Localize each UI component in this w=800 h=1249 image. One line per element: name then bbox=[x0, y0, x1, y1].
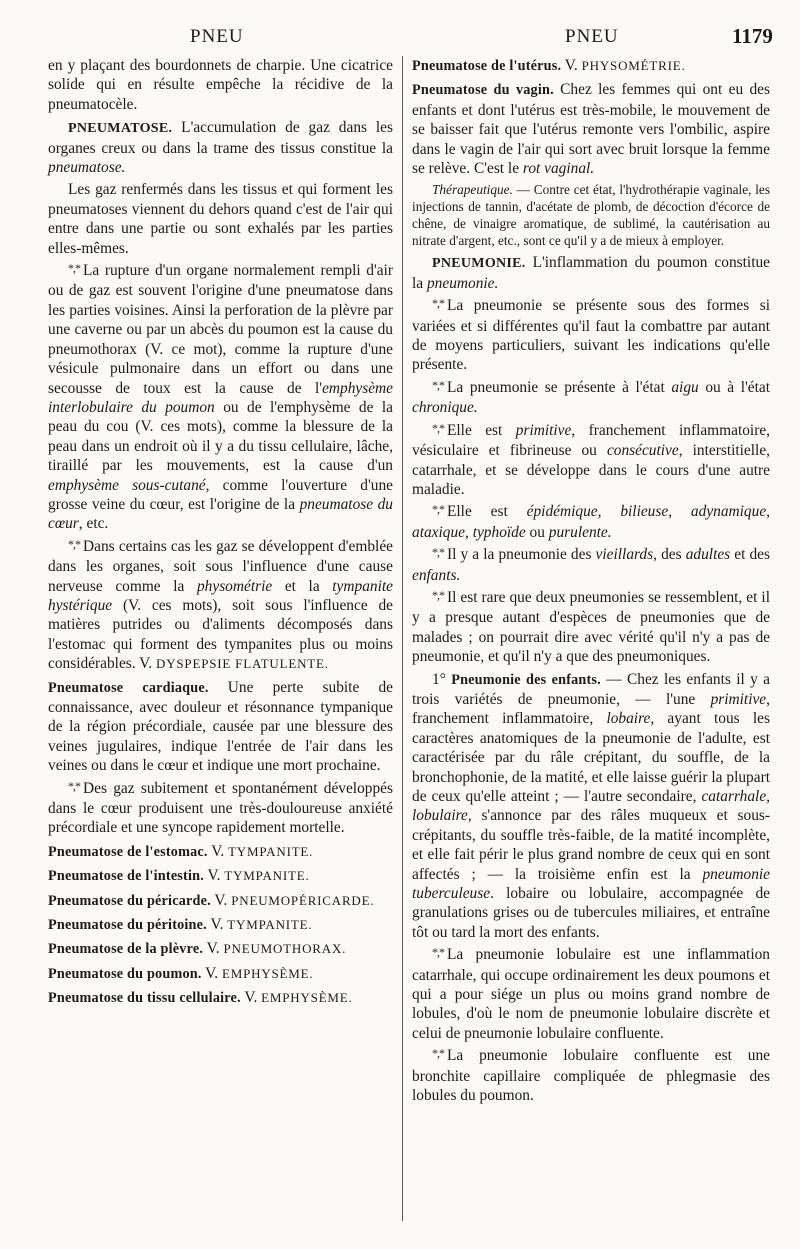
cross-reference: PNEUMOPÉRICARDE. bbox=[231, 892, 375, 908]
headword: PNEUMATOSE. bbox=[68, 121, 173, 137]
entry-pneumatose-cardiaque: Pneumatose cardiaque. Une perte subite de connaissance, avec douleur et résonnance tympanique de la région précordiale, causée par une blessure des veines jugulaires, indique l'entrée de l'air dans les veines ou dans le cœur et indique une mort prochaine. bbox=[48, 678, 393, 775]
paragraph: *,* Elle est primitive, franchement inflammatoire, vésiculaire et fibrineuse ou consécutive, interstitielle, catarrhale, et se développe dans le cours d'une autre maladie. bbox=[412, 420, 771, 498]
running-head-left: PNEU bbox=[190, 26, 244, 47]
cross-reference: PHYSOMÉTRIE. bbox=[581, 58, 686, 73]
entry-reference: Pneumatose du péricarde. V. PNEUMOPÉRICARDE. bbox=[48, 891, 375, 909]
entry-reference: Pneumatose de la plèvre. V. PNEUMOTHORAX. bbox=[48, 940, 347, 958]
entry-reference: Pneumatose de l'utérus. V. PHYSOMÉTRIE. bbox=[412, 57, 686, 74]
paragraph: *,* Elle est épidémique, bilieuse, adynamique, ataxique, typhoïde ou purulente. bbox=[412, 502, 771, 541]
page-number: 1179 bbox=[732, 24, 773, 48]
right-column bbox=[412, 56, 770, 1109]
entry-pneumonie: PNEUMONIE. L'inflammation du poumon constitue la pneumonie. bbox=[412, 254, 770, 292]
entry-reference: Pneumatose de l'estomac. V. TYMPANITE. bbox=[48, 842, 314, 860]
paragraph: *,* La pneumonie lobulaire est une inflammation catarrhale, qui occupe ordinairement les deux poumons et qui a pour siége un plus ou moins grand nombre de lobules, d'où le nom de pneumonie lobulaire discrète et celui de pneumonie lobulaire confluente. bbox=[412, 945, 770, 1042]
asterism-icon: *,* bbox=[432, 296, 444, 311]
left-column bbox=[48, 56, 393, 1012]
therapeutics-note: Thérapeutique. — Contre cet état, l'hydrothérapie vaginale, les injections de tannin, d'acétate de plomb, de décoction d'écorce de chêne, de vinaigre aromatique, de sublimé, la cautérisation au nitrate d'argent, etc., sont ce qu'il y a de mieux à employer. bbox=[412, 182, 770, 249]
subheadword: Pneumatose cardiaque. bbox=[48, 679, 209, 696]
cross-reference: EMPHYSÈME. bbox=[222, 965, 314, 981]
cross-reference: TYMPANITE. bbox=[228, 843, 314, 859]
paragraph: Les gaz renfermés dans les tissus et qui forment les pneumatoses viennent du dehors quand c'est de l'air qui entre dans une partie ou sont exhalés par les parties elles-mêmes. bbox=[48, 181, 393, 257]
entry-pneumatose-vagin: Pneumatose du vagin. Chez les femmes qui ont eu des enfants et dont l'utérus est très-mobile, le mouvement de se baisser fait que l'utérus remonte vers l'ombilic, aspire dans le vagin de l'air qui sort avec bruit lorsque la femme se relève. C'est le rot vaginal. bbox=[412, 81, 770, 178]
paragraph: *,* La pneumonie se présente à l'état aigu ou à l'état chronique. bbox=[412, 377, 770, 417]
asterism-icon: *,* bbox=[432, 545, 444, 560]
asterism-icon: *,* bbox=[432, 420, 444, 435]
paragraph: *,* Il est rare que deux pneumonies se ressemblent, et il y a presque autant d'espèces de pneumonies que de malades ; on pourrait dire avec vérité qu'il n'y a pas de pneumonie, et qu'il n'y a que des pneumoniques. bbox=[412, 587, 770, 666]
paragraph: en y plaçant des bourdonnets de charpie. Une cicatrice solide qui en résulte empêche la récidive de la pneumatocèle. bbox=[48, 57, 393, 113]
cross-reference: TYMPANITE. bbox=[227, 917, 313, 933]
asterism-icon: *,* bbox=[432, 1046, 444, 1061]
paragraph: *,* La pneumonie se présente sous des formes si variées et si différentes qu'il faut la combattre par autant de moyens particuliers, suivant les indications qu'elle présente. bbox=[412, 296, 770, 374]
entry-term: pneumatose. bbox=[48, 159, 126, 177]
column-divider bbox=[402, 56, 403, 1221]
cross-reference: TYMPANITE. bbox=[224, 868, 310, 884]
cross-reference: PNEUMOTHORAX. bbox=[223, 941, 347, 957]
entry-pneumonie-enfants: 1° Pneumonie des enfants. — Chez les enfants il y a trois variétés de pneumonie, — l'une primitive, franchement inflammatoire, lobaire, ayant tous les caractères anatomiques de la pneumonie de l'adulte, est caractérisée par du râle crépitant, du souffle, de la bronchophonie, de la matité, et elle laisse guérir la plupart de ceux qu'elle atteint ; — l'autre secondaire, catarrhale, lobulaire, s'annonce par des râles muqueux et sous-crépitants, du souffle très-faible, de la matité incomplète, et elle fait périr le plus grand nombre de ceux qui en sont affectés ; — la troisième enfin est la pneumonie tuberculeuse. lobaire ou lobulaire, accompagnée de granulations grises ou de tubercules miliaires, et entraîne tôt ou tard la mort des enfants. bbox=[412, 670, 770, 941]
cross-reference: EMPHYSÈME. bbox=[261, 990, 353, 1006]
asterism-icon: *,* bbox=[432, 502, 444, 517]
entry-pneumatose bbox=[48, 118, 393, 177]
paragraph: *,* La pneumonie lobulaire confluente est une bronchite capillaire compliquée de phlegmasie des lobules du poumon. bbox=[412, 1046, 770, 1105]
asterism-icon: *,* bbox=[68, 536, 80, 551]
running-head-right: PNEU bbox=[565, 26, 619, 47]
paragraph: *,* La rupture d'un organe normalement rempli d'air ou de gaz est souvent l'origine d'une pneumatose dans les parties voisines. Ainsi la perforation de la plèvre par une caverne ou par un abcès du poumon est la cause du pneumothorax (V. ce mot), comme la rupture d'une vésicule pulmonaire dans un effort ou dans une secousse de toux est la cause de l'emphysème interlobulaire du poumon ou de l'emphysème de la peau du cou (V. ces mots), comme la blessure de la peau dans un endroit où il y a du tissu cellulaire, lâche, tiraillé par les mouvements, est la cause d'un emphysème sous-cutané, comme l'ouverture d'une grosse veine du cœur, est l'origine de la pneumatose du cœur, etc. bbox=[48, 261, 393, 533]
asterism-icon: *,* bbox=[432, 587, 444, 602]
headword: PNEUMONIE. bbox=[432, 256, 526, 272]
paragraph: *,* Il y a la pneumonie des vieillards, des adultes et des enfants. bbox=[412, 545, 770, 584]
asterism-icon: *,* bbox=[68, 778, 80, 793]
cross-reference: DYSPEPSIE FLATULENTE. bbox=[156, 656, 329, 672]
asterism-icon: *,* bbox=[68, 261, 80, 276]
entry-text: L'accumulation de gaz dans les organes creux ou dans la trame des tissus constitue la bbox=[48, 119, 393, 157]
paragraph: *,* Des gaz subitement et spontanément développés dans le cœur produisent une très-douloureuse anxiété précordiale et une syncope rapidement mortelle. bbox=[48, 778, 393, 837]
entry-reference: Pneumatose du poumon. V. EMPHYSÈME. bbox=[48, 964, 314, 982]
entry-reference: Pneumatose du tissu cellulaire. V. EMPHYSÈME. bbox=[48, 989, 353, 1007]
page-header bbox=[0, 26, 800, 56]
entry-reference: Pneumatose du péritoine. V. TYMPANITE. bbox=[48, 916, 313, 934]
asterism-icon: *,* bbox=[432, 945, 444, 960]
entry-reference: Pneumatose de l'intestin. V. TYMPANITE. bbox=[48, 867, 310, 885]
paragraph: *,* Dans certains cas les gaz se développent d'emblée dans les organes, soit sous l'influence d'une cause nerveuse comme la physométrie et la tympanite hystérique (V. ces mots), soit sous l'influence de matières putrides ou d'aliments décomposés dans l'estomac qui forment des tympanites plus ou moins considérables. V. DYSPEPSIE FLATULENTE. bbox=[48, 536, 393, 673]
asterism-icon: *,* bbox=[432, 377, 444, 392]
